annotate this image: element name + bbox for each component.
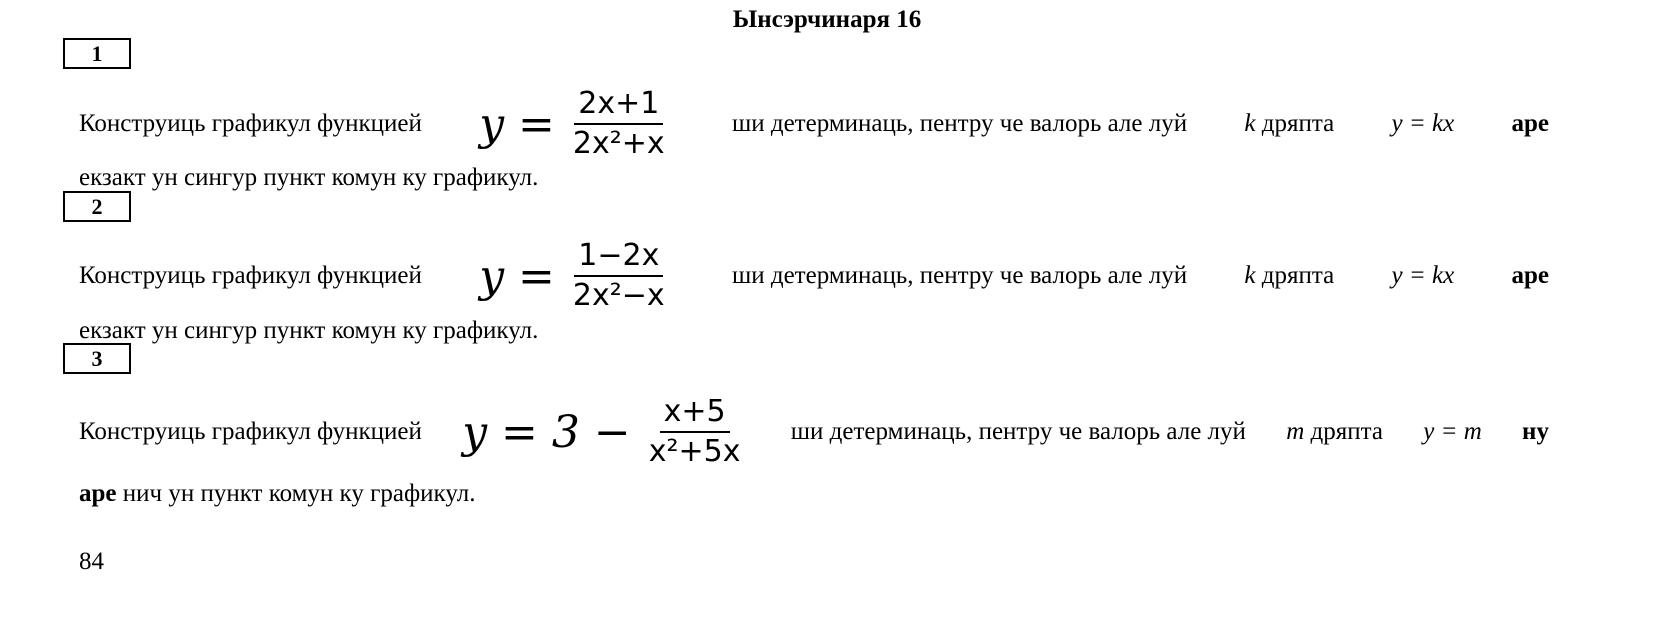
line-equation: y = kx: [1391, 110, 1455, 137]
problem-statement: [79, 236, 1549, 316]
formula-denominator: x²+5x: [648, 434, 741, 469]
problem-continuation: екзакт ун сингур пункт комун ку графикул.: [79, 164, 539, 191]
problem-bold-end: аре: [1511, 262, 1549, 289]
problem-continuation: екзакт ун сингур пункт комун ку графикул.: [79, 317, 539, 344]
problem-number-box: 3: [63, 343, 131, 374]
formula-numerator: x+5: [660, 393, 730, 433]
formula-denominator: 2x²+x: [572, 126, 665, 161]
formula-lhs: y = 3 −: [462, 406, 631, 458]
problem-text-after: ши детерминаць, пентру че валорь але луй: [790, 418, 1246, 445]
problem-text-middle: дряпта: [1310, 418, 1383, 445]
page-title: Ынсэрчинаря 16: [732, 6, 922, 33]
continuation-bold: аре: [79, 480, 117, 507]
problem-bold-end: аре: [1511, 110, 1549, 137]
problem-text-after: ши детерминаць, пентру че валорь але луй: [731, 262, 1188, 289]
parameter: m: [1286, 418, 1305, 445]
formula-denominator: 2x²−x: [572, 278, 665, 313]
line-equation: y = m: [1423, 418, 1482, 445]
formula-fraction: [569, 85, 669, 163]
formula-lhs: y =: [479, 98, 555, 150]
problem-text-after: ши детерминаць, пентру че валорь але луй: [731, 110, 1188, 137]
problem-text-before: Конструиць графикул функцией: [79, 418, 422, 445]
problem-bold-end: ну: [1522, 418, 1549, 445]
problem-number-box: 1: [63, 38, 131, 69]
problem-text-before: Конструиць графикул функцией: [79, 262, 422, 289]
problem-text-middle: дряпта: [1261, 262, 1335, 289]
problem-continuation: [79, 480, 1549, 508]
problem-statement: [79, 84, 1549, 164]
problem-statement: [79, 392, 1549, 472]
function-formula: [479, 85, 674, 163]
formula-fraction: [645, 393, 745, 471]
line-equation: y = kx: [1391, 262, 1455, 289]
formula-numerator: 2x+1: [574, 85, 663, 125]
function-formula: [462, 393, 750, 471]
page-number: 84: [79, 548, 104, 575]
parameter: k: [1244, 110, 1256, 137]
problem-text-before: Конструиць графикул функцией: [79, 110, 422, 137]
parameter: k: [1244, 262, 1256, 289]
formula-numerator: 1−2x: [574, 237, 663, 277]
formula-lhs: y =: [479, 250, 555, 302]
function-formula: [479, 237, 674, 315]
formula-fraction: [569, 237, 669, 315]
continuation-text: нич ун пункт комун ку графикул.: [122, 480, 476, 507]
problem-number-box: 2: [63, 191, 131, 222]
problem-text-middle: дряпта: [1261, 110, 1335, 137]
